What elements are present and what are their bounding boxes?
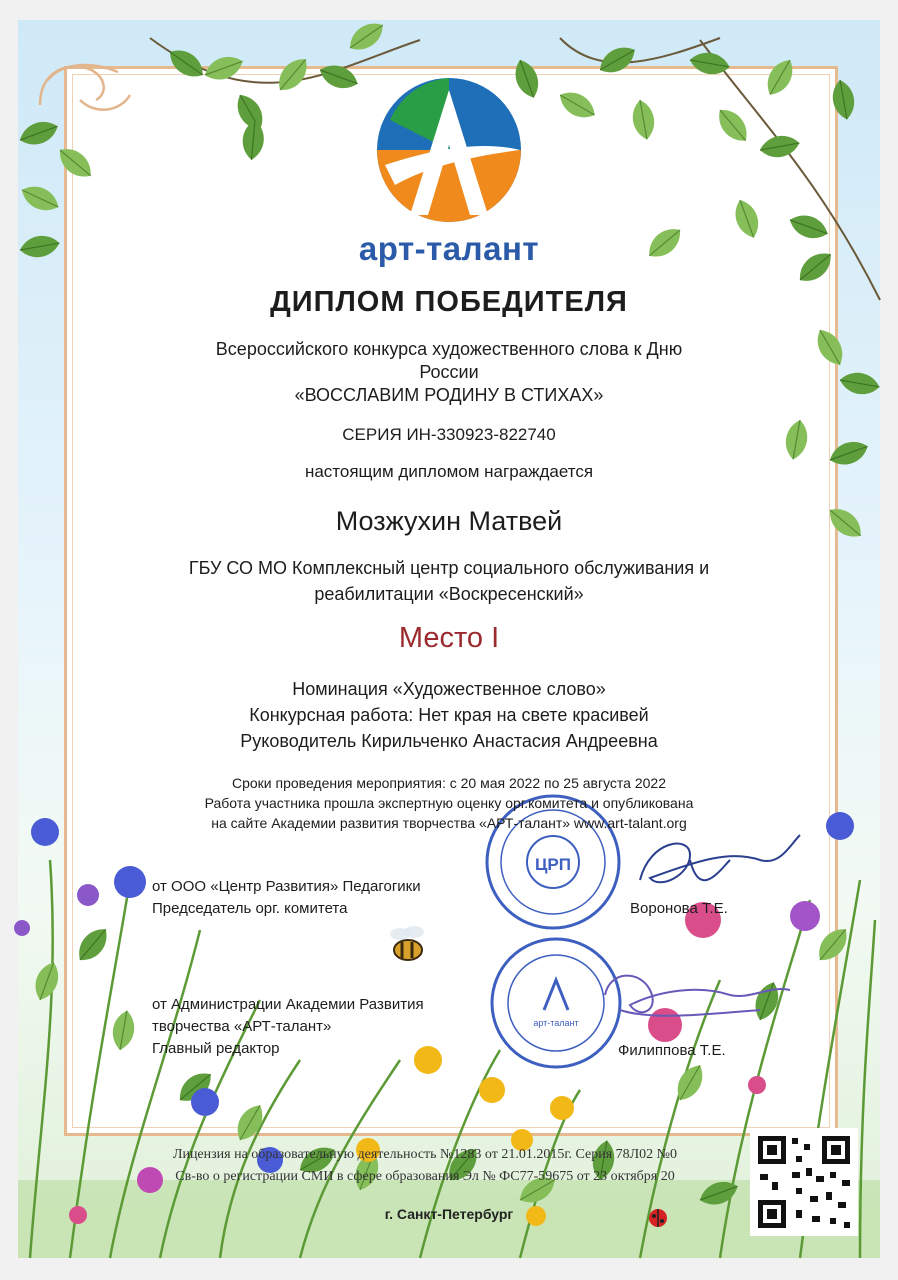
license-info xyxy=(80,1144,770,1188)
org-line-2: реабилитации «Воскресенский» xyxy=(314,584,584,604)
signatory-2-name: Филиппова Т.Е. xyxy=(618,1042,726,1059)
contest-work: Конкурсная работа: Нет края на свете красивей xyxy=(249,705,649,725)
place-award: Место I xyxy=(398,622,500,654)
signatory-2 xyxy=(152,994,424,1060)
signatory-1-role: Председатель орг. комитета xyxy=(152,900,348,917)
brand-name: арт-талант xyxy=(358,230,540,267)
signatory-2-org-cont: творчества «АРТ-талант» xyxy=(152,1018,332,1035)
terms-block xyxy=(0,773,898,833)
art-talant-stamp-text: арт-талант xyxy=(533,1018,579,1028)
nomination: Номинация «Художественное слово» xyxy=(292,679,606,699)
city: г. Санкт-Петербург xyxy=(384,1206,514,1222)
organization xyxy=(0,555,898,607)
diploma-title: ДИПЛОМ ПОБЕДИТЕЛЯ xyxy=(270,286,628,318)
contest-line-1: Всероссийского конкурса художественного слова к Дню xyxy=(215,339,683,359)
supervisor: Руководитель Кирильченко Анастасия Андреевна xyxy=(240,731,658,751)
org-line-1: ГБУ СО МО Комплексный центр социального обслуживания и xyxy=(188,558,710,578)
crp-stamp-text: ЦРП xyxy=(535,855,571,874)
contest-name: «ВОССЛАВИМ РОДИНУ В СТИХАХ» xyxy=(294,385,604,405)
art-talant-stamp-icon xyxy=(492,939,620,1067)
signatory-2-role: Главный редактор xyxy=(152,1040,280,1057)
registration-line: Св-во о регистрации СМИ в сфере образования Эл № ФС77-59675 от 23 октября 20 xyxy=(175,1169,675,1184)
diploma-series: СЕРИЯ ИН-330923-822740 xyxy=(342,425,556,444)
signatory-1 xyxy=(152,876,421,920)
signatory-2-org: от Администрации Академии Развития xyxy=(152,996,424,1013)
contest-line-2: России xyxy=(419,362,479,382)
terms-line-3: на сайте Академии развития творчества «АРТ-талант» www.art-talant.org xyxy=(211,815,687,831)
terms-line-1: Сроки проведения мероприятия: с 20 мая 2022 по 25 августа 2022 xyxy=(232,775,666,791)
license-line: Лицензия на образовательную деятельность №1283 от 21.01.2015г. Серия 78Л02 №0 xyxy=(172,1147,678,1162)
terms-line-2: Работа участника прошла экспертную оценку орг.комитета и опубликована xyxy=(204,795,694,811)
contest-description xyxy=(0,338,898,407)
nomination-block xyxy=(0,676,898,754)
art-talant-logo-icon xyxy=(377,78,521,222)
signatory-1-name: Воронова Т.Е. xyxy=(630,900,728,917)
bee-icon xyxy=(390,926,424,960)
awarded-text: настоящим дипломом награждается xyxy=(304,462,594,481)
signatory-1-org: от ООО «Центр Развития» Педагогики xyxy=(152,878,421,895)
signature-voronova-icon xyxy=(640,835,800,882)
recipient-name: Мозжухин Матвей xyxy=(335,506,563,536)
corner-ornament-icon xyxy=(40,65,130,110)
